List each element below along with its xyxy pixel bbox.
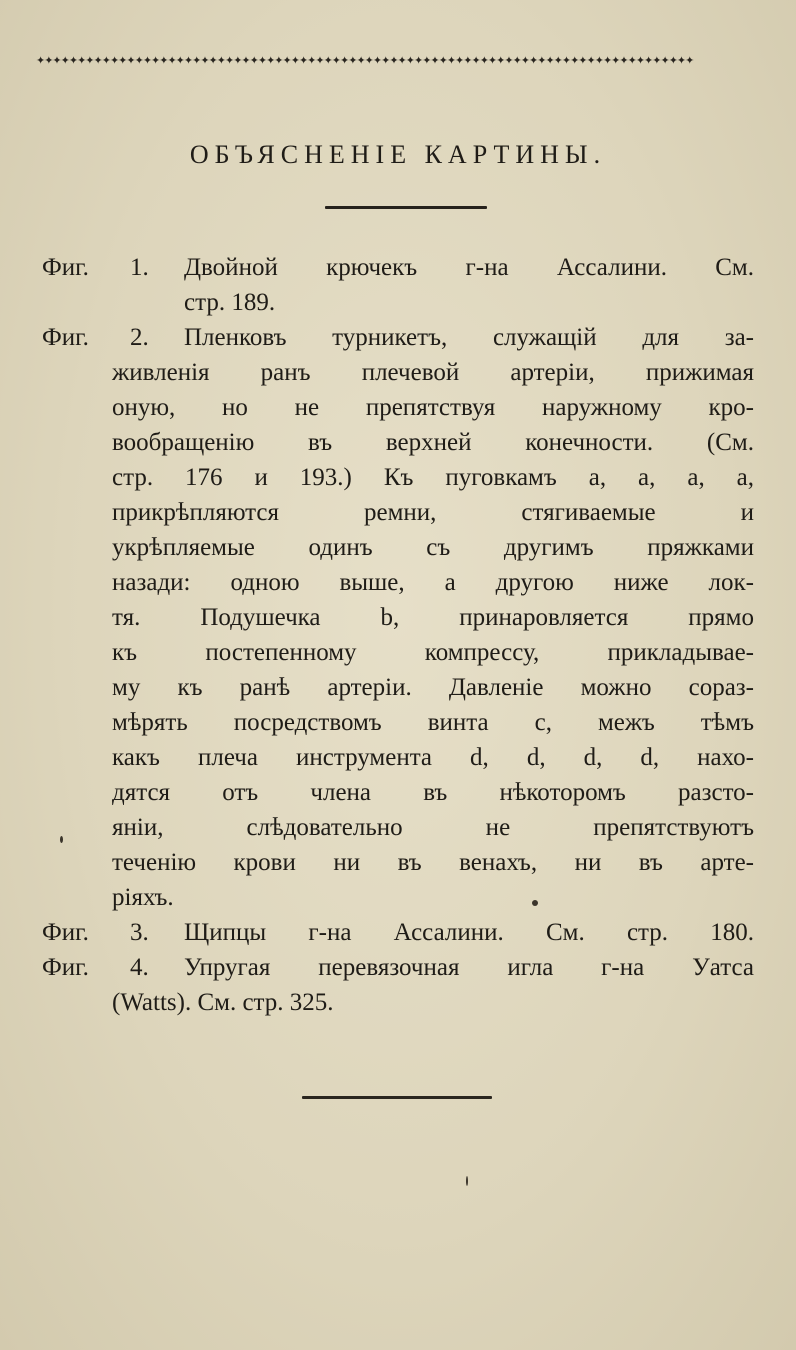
figure-entry-2 [42,320,754,355]
figure-entry-3 [42,915,754,950]
figure-entry-1 [42,250,754,285]
caption-continuation [112,985,754,1020]
figure-caption [184,320,754,355]
figure-caption [184,950,754,985]
caption-line: стр. 189. [184,289,276,316]
caption-continuation [184,285,754,320]
caption-line: Двойной крючекъ г-на Ассалини. См. [184,254,754,281]
title-rule [325,206,487,209]
paper-speck [60,836,63,843]
caption-line: тя. Подушечка b, принаровляется прямо [112,604,754,631]
figure-label: Фиг. [42,254,89,281]
caption-line: мѣрять посредствомъ винта с, межъ тѣмъ [112,709,754,736]
caption-continuation [112,355,754,915]
caption-line: (Watts). См. стр. 325. [112,989,334,1016]
figure-number: 3. [130,919,149,946]
caption-line: назади: одною выше, а другою ниже лок- [112,569,754,596]
caption-line: къ постепенному компрессу, прикладывае- [112,639,754,666]
figure-caption [184,250,754,285]
figure-entry-4 [42,950,754,985]
paper-speck [532,900,538,906]
figure-number: 1. [130,254,149,281]
paper-speck [466,1176,468,1186]
caption-line: прикрѣпляются ремни, стягиваемые и [112,499,754,526]
caption-line: Щипцы г-на Ассалини. См. стр. 180. [184,919,754,946]
caption-line: какъ плеча инструмента d, d, d, d, нахо- [112,744,754,771]
caption-line: оную, но не препятствуя наружному кро- [112,394,754,421]
caption-line: вообращенію въ верхней конечности. (См. [112,429,754,456]
caption-line: стр. 176 и 193.) Къ пуговкамъ а, а, а, а, [112,464,754,491]
caption-line: теченію крови ни въ венахъ, ни въ арте- [112,849,754,876]
page-title: ОБЪЯСНЕНІЕ КАРТИНЫ. [189,140,607,169]
figure-number: 4. [130,954,149,981]
caption-line: яніи, слѣдовательно не препятствуютъ [112,814,754,841]
ornamental-border: ✦✦✦✦✦✦✦✦✦✦✦✦✦✦✦✦✦✦✦✦✦✦✦✦✦✦✦✦✦✦✦✦✦✦✦✦✦✦✦✦✦✦✦✦✦✦✦✦✦✦✦✦✦✦✦✦✦✦✦✦✦✦✦✦✦✦✦✦✦✦✦✦✦✦✦✦✦✦✦✦ [36,54,694,67]
figure-label: Фиг. [42,954,89,981]
caption-line: дятся отъ члена въ нѣкоторомъ разсто- [112,779,754,806]
caption-line: укрѣпляемые одинъ съ другимъ пряжками [112,534,754,561]
figure-label: Фиг. [42,919,89,946]
figure-label: Фиг. [42,324,89,351]
closing-rule [302,1096,492,1099]
caption-line: ріяхъ. [112,884,174,911]
caption-line: му къ ранѣ артеріи. Давленіе можно сораз- [112,674,754,701]
figure-number: 2. [130,324,149,351]
caption-line: Пленковъ турникетъ, служащій для за- [184,324,754,351]
caption-line: живленія ранъ плечевой артеріи, прижимая [112,359,754,386]
caption-line: Упругая перевязочная игла г-на Уатса [184,954,754,981]
figure-caption [184,915,754,950]
figure-captions [42,250,754,1020]
